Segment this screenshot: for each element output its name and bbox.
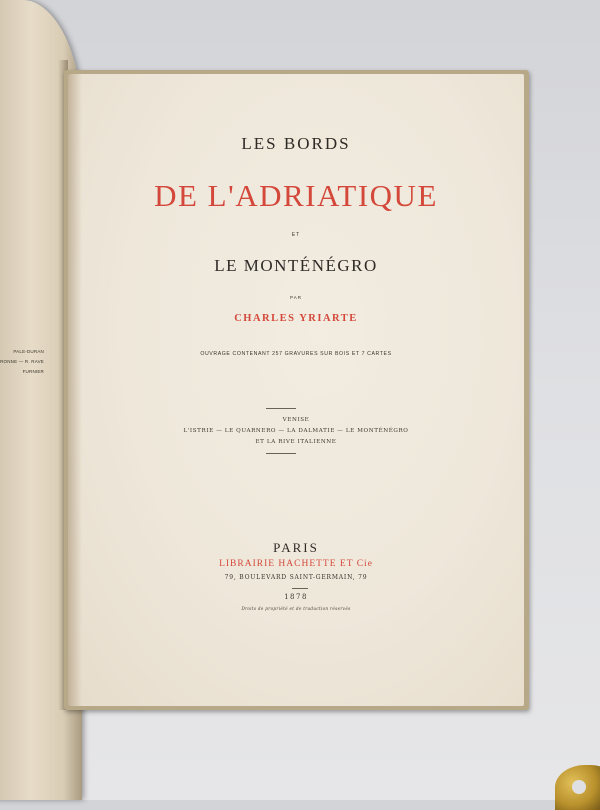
imprint-city: PARIS bbox=[273, 540, 319, 555]
rights-notice: Droits de propriété et de traduction réservés bbox=[241, 606, 351, 611]
publication-year: 1878 bbox=[284, 593, 308, 601]
contents-line-2: L'ISTRIE — LE QUARNERO — LA DALMATIE — LE MONTÉNÉGRO bbox=[183, 428, 409, 434]
title-conjunction: ET bbox=[291, 232, 301, 238]
publisher-name: LIBRAIRIE HACHETTE ET Cie bbox=[219, 559, 373, 569]
publisher-address: 79, BOULEVARD SAINT-GERMAIN, 79 bbox=[224, 574, 368, 581]
title-page bbox=[68, 74, 524, 706]
title-line-1: LES BORDS bbox=[241, 134, 351, 153]
facing-page-line: RONNE — R. RAVE bbox=[0, 359, 44, 364]
title-line-3: LE MONTÉNÉGRO bbox=[214, 256, 378, 275]
author-prefix: PAR bbox=[290, 295, 302, 300]
facing-page-line: FURNIER bbox=[22, 369, 44, 374]
author-name: CHARLES YRIARTE bbox=[234, 313, 358, 324]
page-gutter-shadow bbox=[68, 74, 82, 706]
work-description: OUVRAGE CONTENANT 257 GRAVURES SUR BOIS ET 7 CARTES bbox=[200, 351, 392, 357]
divider-bottom bbox=[266, 453, 296, 454]
contents-line-3: ET LA RIVE ITALIENNE bbox=[255, 439, 337, 445]
brass-ornament-hole bbox=[572, 780, 586, 794]
facing-page-text bbox=[0, 347, 44, 377]
title-line-2: DE L'ADRIATIQUE bbox=[154, 178, 438, 213]
contents-line-1: VENISE bbox=[282, 417, 310, 423]
facing-page-line: PALE-DURAN bbox=[13, 349, 44, 354]
divider-top bbox=[266, 408, 296, 409]
year-rule bbox=[292, 588, 308, 589]
